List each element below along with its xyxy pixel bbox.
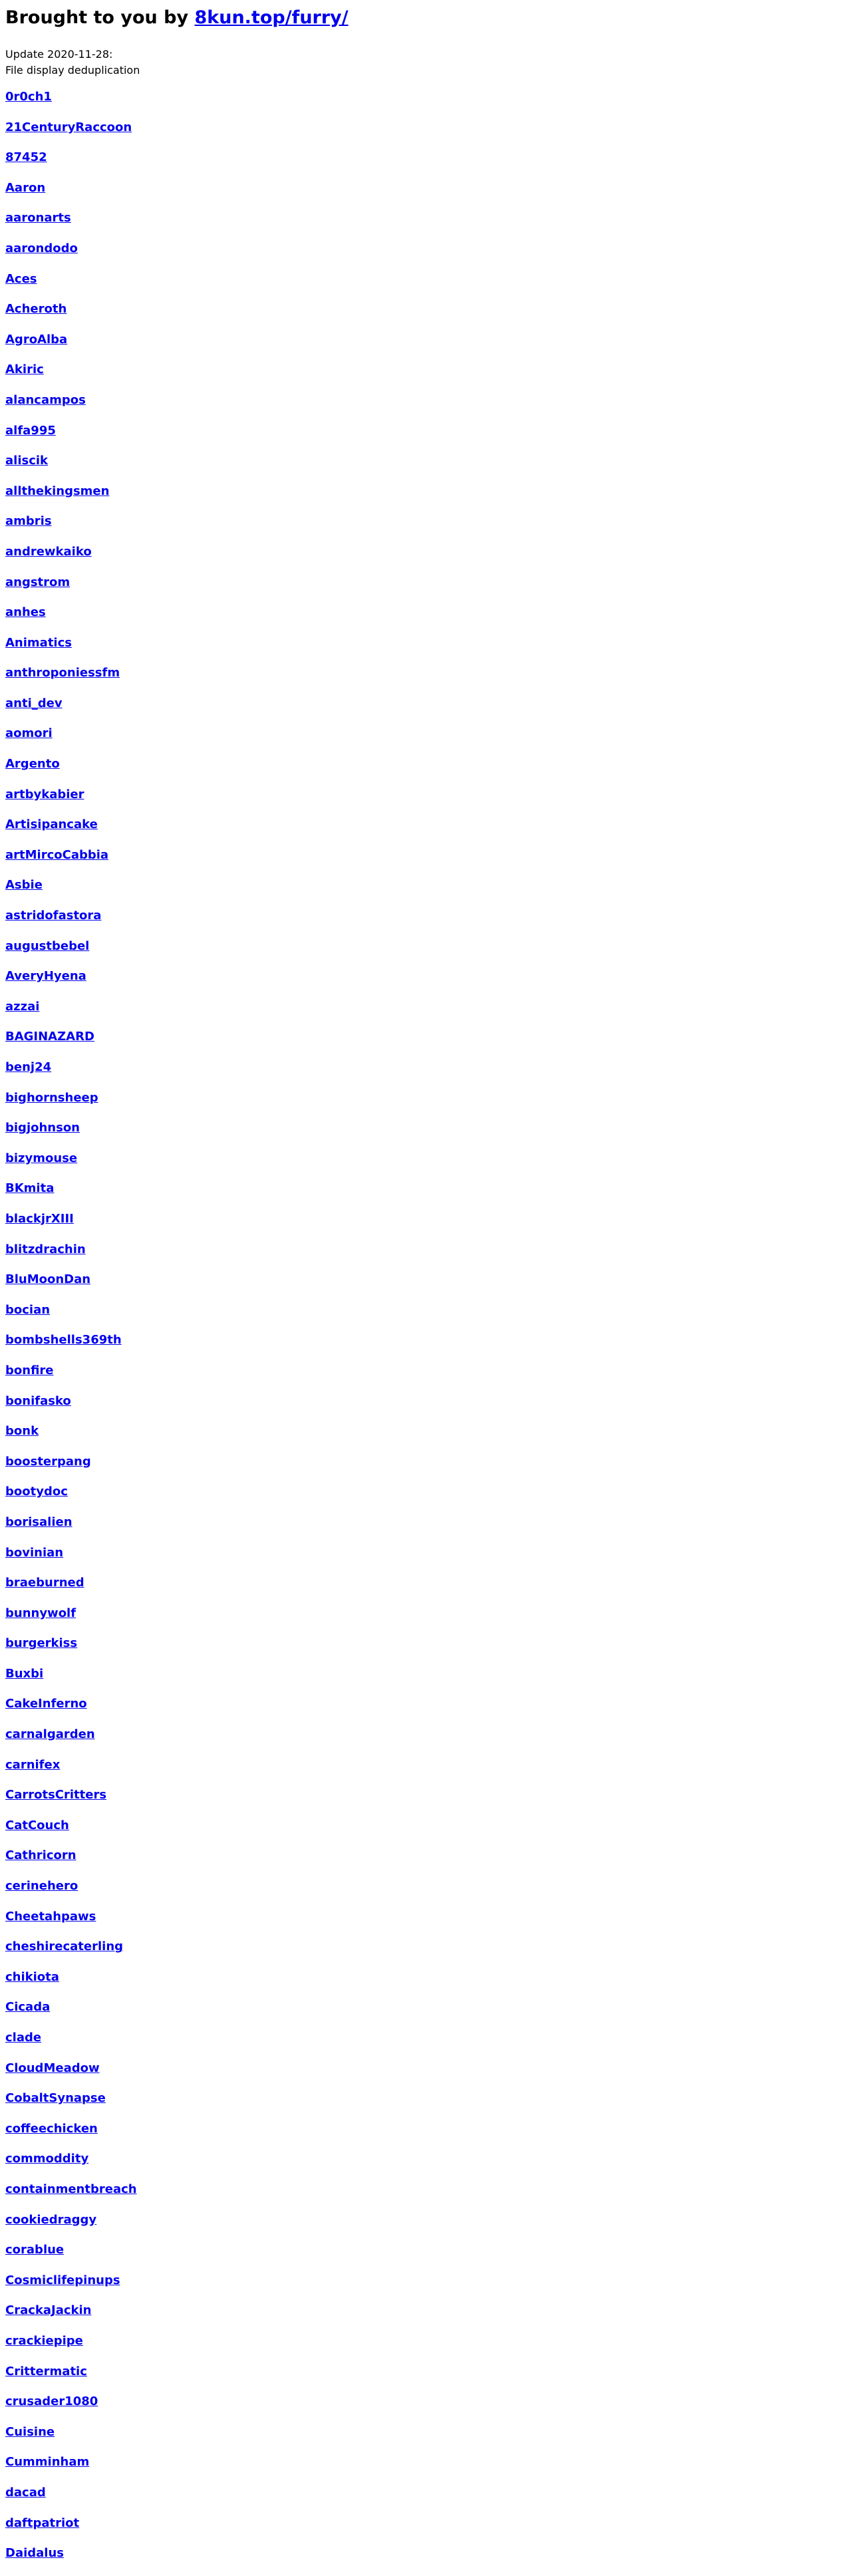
artist-link[interactable]: angstrom <box>5 575 71 589</box>
artist-link[interactable]: bootydoc <box>5 1485 68 1499</box>
artist-link[interactable]: astridofastora <box>5 909 102 923</box>
artist-link[interactable]: anti_dev <box>5 696 63 710</box>
artist-link[interactable]: blackjrXIII <box>5 1211 74 1226</box>
artist-link[interactable]: bizymouse <box>5 1151 78 1165</box>
artist-list <box>5 89 849 2576</box>
artist-link[interactable]: bonifasko <box>5 1393 71 1408</box>
artist-link[interactable]: AveryHyena <box>5 969 86 984</box>
artist-link[interactable]: 21CenturyRaccoon <box>5 120 132 134</box>
artist-link[interactable]: Crittermatic <box>5 2364 87 2378</box>
update-notes <box>5 47 849 78</box>
artist-link[interactable]: Cosmiclifepinups <box>5 2273 120 2287</box>
artist-link[interactable]: bighornsheep <box>5 1090 98 1105</box>
artist-link[interactable]: crusader1080 <box>5 2394 98 2409</box>
artist-link[interactable]: 0r0ch1 <box>5 90 52 104</box>
artist-link[interactable]: crackiepipe <box>5 2333 83 2348</box>
artist-link[interactable]: Asbie <box>5 878 43 893</box>
artist-link[interactable]: BAGINAZARD <box>5 1030 94 1044</box>
artist-link[interactable]: Argento <box>5 757 60 772</box>
artist-link[interactable]: blitzdrachin <box>5 1242 86 1256</box>
artist-link[interactable]: 87452 <box>5 150 47 165</box>
artist-link[interactable]: Cumminham <box>5 2455 90 2470</box>
artist-link[interactable]: bonk <box>5 1424 39 1439</box>
artist-link[interactable]: ambris <box>5 514 52 529</box>
update-description: File display deduplication <box>5 64 140 76</box>
artist-link[interactable]: carnifex <box>5 1757 61 1772</box>
page-title <box>5 0 849 33</box>
artist-link[interactable]: CakeInferno <box>5 1697 87 1711</box>
artist-link[interactable]: bovinian <box>5 1545 64 1560</box>
artist-link[interactable]: containmentbreach <box>5 2182 137 2196</box>
artist-link[interactable]: azzai <box>5 999 40 1014</box>
artist-link[interactable]: CloudMeadow <box>5 2061 100 2075</box>
artist-link[interactable]: alancampos <box>5 392 86 407</box>
artist-link[interactable]: aarondodo <box>5 241 78 255</box>
artist-link[interactable]: bonfire <box>5 1363 54 1377</box>
artist-link[interactable]: clade <box>5 2031 42 2045</box>
artist-link[interactable]: anhes <box>5 605 46 620</box>
artist-link[interactable]: Cathricorn <box>5 1848 76 1863</box>
artist-link[interactable]: corablue <box>5 2243 65 2257</box>
artist-link[interactable]: Buxbi <box>5 1666 44 1681</box>
artist-link[interactable]: Animatics <box>5 635 72 650</box>
artist-link[interactable]: CatCouch <box>5 1818 69 1832</box>
artist-link[interactable]: burgerkiss <box>5 1636 78 1651</box>
artist-link[interactable]: cookiedraggy <box>5 2212 97 2227</box>
artist-link[interactable]: cheshirecaterling <box>5 1939 124 1954</box>
artist-link[interactable]: Acheroth <box>5 302 67 317</box>
artist-link[interactable]: Cicada <box>5 2000 51 2015</box>
artist-link[interactable]: benj24 <box>5 1060 52 1074</box>
artist-link[interactable]: aliscik <box>5 454 49 468</box>
artist-link[interactable]: boosterpang <box>5 1454 91 1469</box>
artist-link[interactable]: andrewkaiko <box>5 544 92 559</box>
board-link[interactable]: 8kun.top/furry/ <box>194 7 349 28</box>
update-date: Update 2020-11-28: <box>5 48 113 61</box>
artist-link[interactable]: Cheetahpaws <box>5 1909 96 1924</box>
artist-link[interactable]: dacad <box>5 2485 46 2500</box>
artist-link[interactable]: BKmita <box>5 1181 55 1196</box>
artist-link[interactable]: AgroAlba <box>5 332 68 347</box>
artist-link[interactable]: bunnywolf <box>5 1606 76 1620</box>
artist-link[interactable]: Cuisine <box>5 2424 55 2439</box>
artist-link[interactable]: chikiota <box>5 1969 59 1984</box>
artist-link[interactable]: artbykabier <box>5 787 84 801</box>
artist-link[interactable]: commoddity <box>5 2152 89 2166</box>
artist-link[interactable]: Aaron <box>5 180 46 195</box>
artist-link[interactable]: augustbebel <box>5 938 90 953</box>
artist-link[interactable]: braeburned <box>5 1576 84 1590</box>
artist-link[interactable]: bigjohnson <box>5 1121 80 1135</box>
title-prefix: Brought to you by <box>5 7 195 28</box>
artist-link[interactable]: bocian <box>5 1302 51 1317</box>
artist-link[interactable]: daftpatriot <box>5 2515 80 2530</box>
artist-link[interactable]: allthekingsmen <box>5 484 110 498</box>
artist-link[interactable]: CobaltSynapse <box>5 2091 106 2106</box>
artist-link[interactable]: CarrotsCritters <box>5 1788 107 1802</box>
artist-link[interactable]: aomori <box>5 726 53 741</box>
artist-link[interactable]: alfa995 <box>5 423 56 438</box>
artist-link[interactable]: Akiric <box>5 362 44 377</box>
artist-link[interactable]: Aces <box>5 271 37 286</box>
artist-link[interactable]: Artisipancake <box>5 817 98 832</box>
artist-link[interactable]: CrackaJackin <box>5 2303 92 2318</box>
artist-link[interactable]: carnalgarden <box>5 1727 95 1742</box>
artist-link[interactable]: borisalien <box>5 1514 72 1529</box>
artist-link[interactable]: bombshells369th <box>5 1333 122 1348</box>
artist-link[interactable]: Daidalus <box>5 2546 64 2561</box>
artist-link[interactable]: artMircoCabbia <box>5 847 109 862</box>
artist-link[interactable]: coffeechicken <box>5 2121 98 2136</box>
artist-link[interactable]: anthroponiessfm <box>5 666 120 680</box>
artist-link[interactable]: cerinehero <box>5 1879 78 1894</box>
artist-link[interactable]: BluMoonDan <box>5 1272 91 1287</box>
artist-link[interactable]: aaronarts <box>5 211 71 225</box>
